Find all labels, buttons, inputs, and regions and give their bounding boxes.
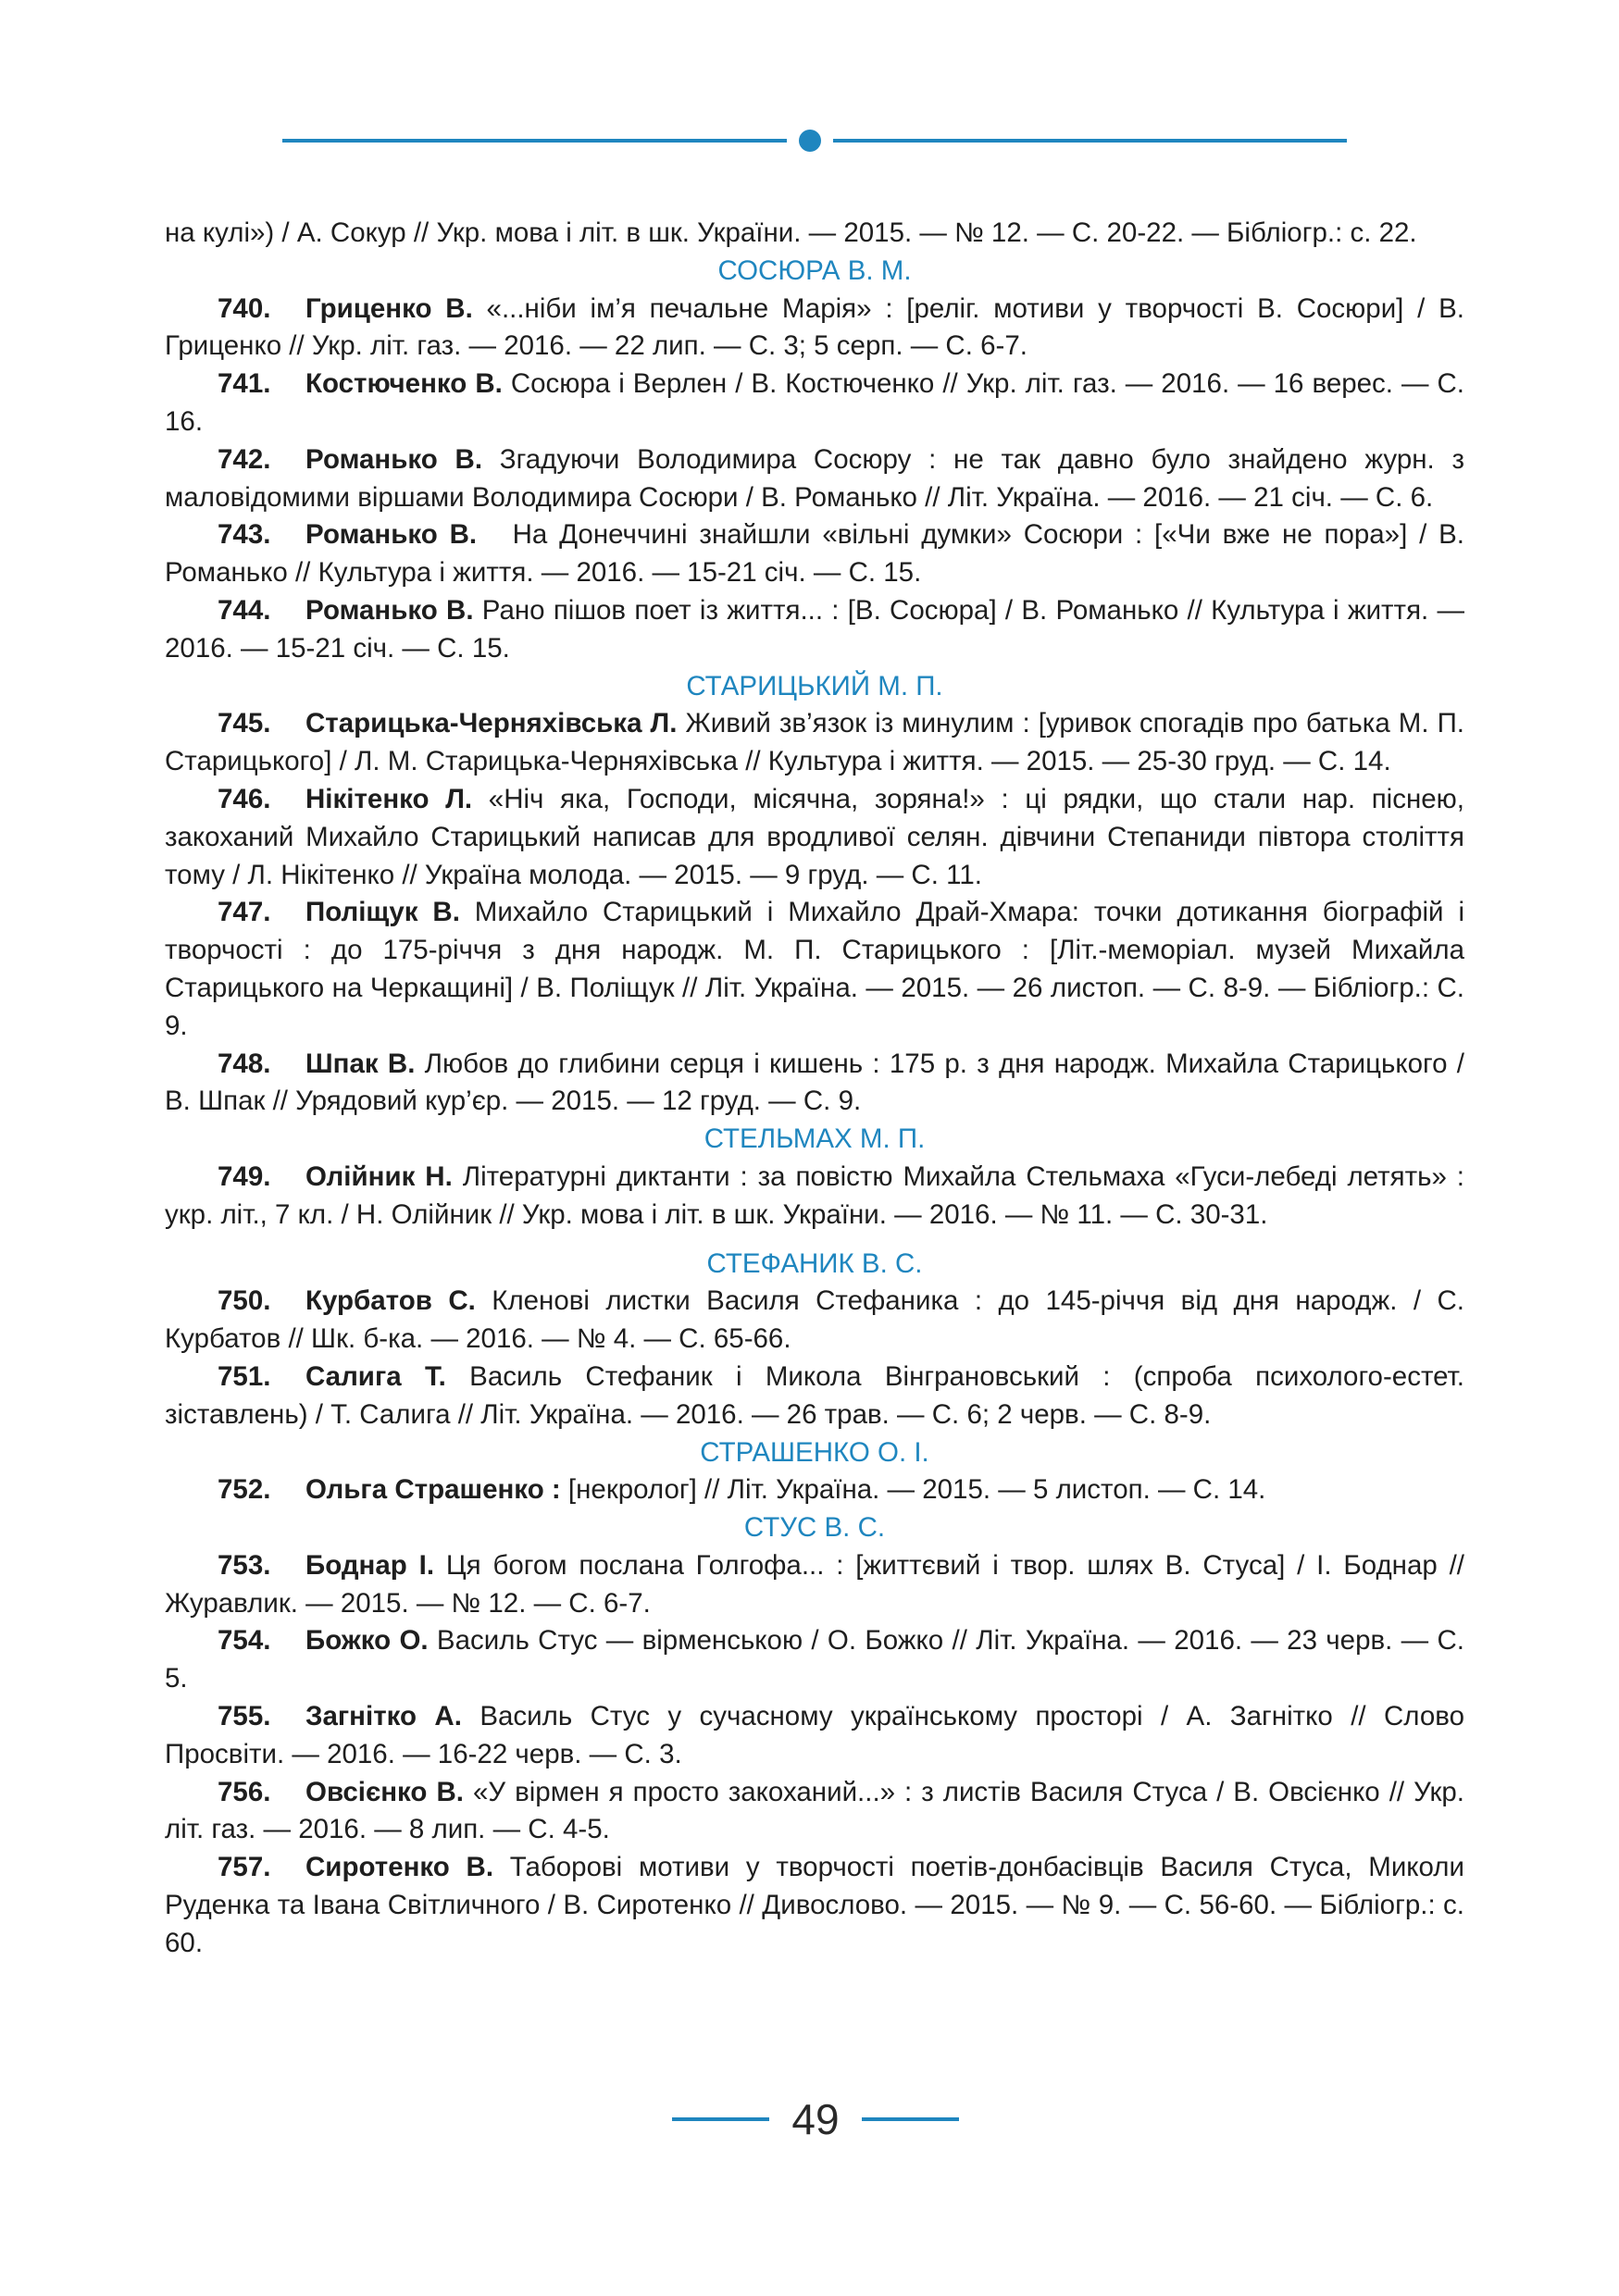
bibliography-entry — [165, 1698, 1473, 1774]
continuation-text: на кулі») / А. Сокур // Укр. мова і літ. в шк. України. — 2015. — № 12. — С. 20-22. — Бібліогр.: с. 22. — [165, 217, 1417, 248]
entry-text: На Донеччині знайшли «вільні думки» Сосюри : [«Чи вже не пора»] / В. Романько // Культура і життя. — 2016. — 15-21 січ. — С. 15. — [165, 519, 1473, 589]
entry-author: Курбатов С. — [305, 1285, 476, 1317]
section-heading: СТРАШЕНКО О. І. — [700, 1436, 929, 1468]
entry-author: Сиротенко В. — [305, 1852, 494, 1883]
bibliography-content — [165, 215, 1473, 1963]
bibliography-entry — [165, 781, 1473, 894]
ornament-line-left — [282, 139, 787, 143]
section-heading: СТЕЛЬМАХ М. П. — [704, 1123, 926, 1155]
bibliography-entry — [165, 1359, 1473, 1434]
entry-number: 746. — [218, 783, 271, 814]
entry-author: Салига Т. — [305, 1360, 446, 1392]
entry-number: 744. — [218, 594, 271, 626]
entry-number: 743. — [218, 519, 271, 551]
bibliography-entry — [165, 894, 1473, 1045]
entry-text: Живий зв’язок із минулим : [уривок спогадів про батька М. П. Старицького] / Л. М. Старицька-Черняхівська // Культура і життя. — 2015. — 25-30 груд. — С. 14. — [165, 708, 1473, 777]
entry-number: 745. — [218, 708, 271, 739]
entry-text: [некролог] // Літ. Україна. — 2015. — 5 листоп. — С. 14. — [560, 1474, 1266, 1506]
entry-number: 755. — [218, 1701, 271, 1732]
entry-author: Гриценко В. — [305, 292, 473, 324]
entry-author: Божко О. — [305, 1625, 429, 1657]
entry-number: 752. — [218, 1474, 271, 1506]
bibliography-entry — [165, 1283, 1473, 1359]
entry-text: «Ніч яка, Господи, місячна, зоряна!» : ці рядки, що стали нар. піснею, закоханий Михайло Старицький написав для вродливої селян. дівчини Степаниди півтора століття тому / Л. Нікітенко // Україна молода. — 2015. — 9 груд. — С. 11. — [165, 783, 1473, 890]
section-heading: СТЕФАНИК В. С. — [706, 1247, 923, 1279]
entry-text: Сосюра і Верлен / В. Костюченко // Укр. літ. газ. — 2016. — 16 верес. — С. 16. — [165, 368, 1473, 437]
entry-text: «У вірмен я просто закоханий...» : з листів Василя Стуса / В. Овсієнко // Укр. літ. газ. — 2016. — 8 лип. — С. 4-5. — [165, 1776, 1473, 1845]
bibliography-entry — [165, 441, 1473, 517]
entry-number: 751. — [218, 1360, 271, 1392]
entry-number: 753. — [218, 1549, 271, 1581]
entry-number: 740. — [218, 292, 271, 324]
entry-author: Овсієнко В. — [305, 1776, 464, 1807]
entry-number: 747. — [218, 897, 271, 928]
entry-number: 741. — [218, 368, 271, 400]
bibliography-entry — [165, 1159, 1473, 1235]
bibliography-entry — [165, 516, 1473, 592]
entry-text: Любов до глибини серця і кишень : 175 р. з дня народж. Михайла Старицького / В. Шпак // Урядовий кур’єр. — 2015. — 12 груд. — С. 9. — [165, 1048, 1473, 1117]
entry-author: Старицька-Черняхівська Л. — [305, 708, 678, 739]
entry-number: 757. — [218, 1852, 271, 1883]
ornament-line-right — [833, 139, 1347, 143]
entry-author: Шпак В. — [305, 1048, 416, 1079]
top-ornament — [282, 130, 1347, 152]
page-number: 49 — [791, 2095, 840, 2143]
entry-author: Боднар І. — [305, 1549, 435, 1581]
entry-text: Таборові мотиви у творчості поетів-донбасівців Василя Стуса, Миколи Руденка та Івана Світличного / В. Сиротенко // Дивослово. — 2015. — № 9. — С. 56-60. — Бібліогр.: с. 60. — [165, 1852, 1473, 1958]
entry-author: Ольга Страшенко : — [305, 1474, 561, 1506]
bibliography-entry — [165, 1774, 1473, 1850]
entry-text: Літературні диктанти : за повістю Михайла Стельмаха «Гуси-лебеді летять» : укр. літ., 7 кл. / Н. Олійник // Укр. мова і літ. в шк. України. — 2016. — № 11. — С. 30-31. — [165, 1160, 1473, 1230]
entry-text: «...ніби ім’я печальне Марія» : [реліг. мотиви у творчості В. Сосюри] / В. Гриценко // Укр. літ. газ. — 2016. — 22 лип. — С. 3; 5 серп. — С. 6-7. — [165, 292, 1473, 362]
bibliography-entry — [165, 592, 1473, 668]
section-heading: СОСЮРА В. М. — [717, 254, 912, 286]
bibliography-entry — [165, 1622, 1473, 1698]
entry-author: Романько В. — [305, 594, 474, 626]
page-footer — [672, 2093, 959, 2145]
footer-line-right — [862, 2117, 959, 2121]
ornament-dot — [799, 130, 821, 152]
entry-text: Кленові листки Василя Стефаника : до 145-річчя від дня народж. / С. Курбатов // Шк. б-ка. — 2016. — № 4. — С. 65-66. — [165, 1285, 1473, 1355]
footer-line-left — [672, 2117, 769, 2121]
bibliography-entry — [165, 1849, 1473, 1962]
entry-author: Нікітенко Л. — [305, 783, 473, 814]
entry-author: Костюченко В. — [305, 368, 503, 400]
entry-author: Олійник Н. — [305, 1160, 453, 1192]
entry-text: Василь Стефаник і Микола Вінграновський : (спроба психолого-естет. зіставлень) / Т. Салига // Літ. Україна. — 2016. — 26 трав. — С. 6; 2 черв. — С. 8-9. — [165, 1360, 1473, 1430]
entry-text: Ця богом послана Голгофа... : [життєвий і твор. шлях В. Стуса] / І. Боднар // Журавлик. — 2015. — № 12. — С. 6-7. — [165, 1549, 1473, 1619]
entry-text: Рано пішов поет із життя... : [В. Сосюра] / В. Романько // Культура і життя. — 2016. — 15-21 січ. — С. 15. — [165, 594, 1473, 664]
bibliography-entry — [165, 291, 1473, 366]
section-heading: СТАРИЦЬКИЙ М. П. — [686, 670, 943, 701]
entry-author: Романько В. — [305, 519, 478, 551]
entry-number: 754. — [218, 1625, 271, 1657]
section-heading: СТУС В. С. — [743, 1512, 886, 1544]
bibliography-entry — [165, 1046, 1473, 1122]
entry-number: 748. — [218, 1048, 271, 1079]
bibliography-entry — [165, 1547, 1473, 1623]
entry-author: Поліщук В. — [305, 897, 460, 928]
entry-author: Загнітко А. — [305, 1701, 462, 1732]
entry-text: Василь Стус у сучасному українському просторі / А. Загнітко // Слово Просвіти. — 2016. — 16-22 черв. — С. 3. — [165, 1701, 1473, 1769]
entry-number: 750. — [218, 1285, 271, 1317]
bibliography-entry — [165, 1471, 1464, 1509]
entry-text: Михайло Старицький і Михайло Драй-Хмара: точки дотикання біографій і творчості : до 175-річчя з дня народж. М. П. Старицького : [Літ.-меморіал. музей Михайла Старицького на Черкащині] / В. Поліщук // Літ. Україна. — 2015. — 26 листоп. — С. 8-9. — Бібліогр.: С. 9. — [165, 897, 1473, 1041]
entry-text: Василь Стус — вірменською / О. Божко // Літ. Україна. — 2016. — 23 черв. — С. 5. — [165, 1625, 1473, 1694]
bibliography-entry — [165, 366, 1473, 441]
entry-number: 756. — [218, 1776, 271, 1807]
entry-text: Згадуючи Володимира Сосюру : не так давно було знайдено журн. з маловідомими віршами Володимира Сосюри / В. Романько // Літ. Україна. — 2016. — 21 січ. — С. 6. — [165, 443, 1473, 513]
entry-author: Романько В. — [305, 443, 483, 475]
bibliography-entry — [165, 705, 1473, 781]
entry-number: 742. — [218, 443, 271, 475]
entry-number: 749. — [218, 1160, 271, 1192]
